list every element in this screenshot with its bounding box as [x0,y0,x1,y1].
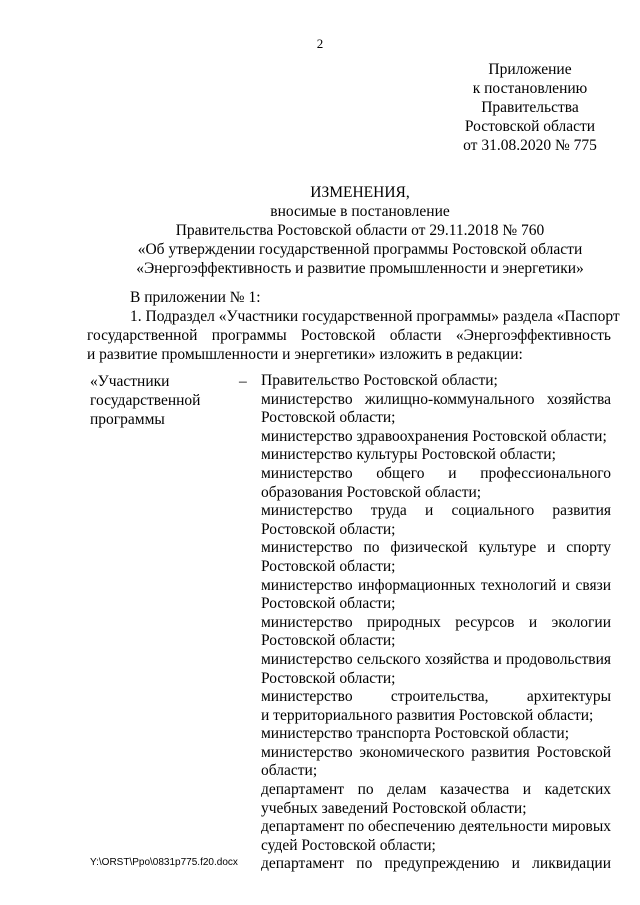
participant-line: министерство транспорта Ростовской области; [261,725,570,743]
appendix-line: Приложение [488,61,572,78]
appendix-block [440,60,620,155]
participant-line: министерство строительства, архитектуры [261,688,611,706]
appendix-line: от 31.08.2020 № 775 [463,137,597,154]
participants-label-line: программы [90,411,165,428]
participant-line: министерство сельского хозяйства и продовольствия [261,650,611,668]
participant-line: министерство здравоохранения Ростовской области; [261,427,607,445]
participant-line: департамент по обеспечению деятельности мировых [261,818,611,836]
paragraph-line: государственной программы Ростовской области «Энергоэффективность [87,327,611,344]
heading-line: «Об утверждении государственной программы Ростовской области [137,241,583,258]
participants-label-line: государственной [90,392,201,409]
paragraph-line: и развитие промышленности и энергетики» изложить в редакции: [87,346,523,363]
participant-line: Ростовской области; [261,409,396,427]
appendix-line: Правительства [481,99,579,116]
page-number: 2 [316,36,324,51]
participant-line: департамент по предупреждению и ликвидации [261,855,611,873]
participants-dash: – [239,373,247,390]
participant-line: Правительство Ростовской области; [261,372,498,389]
participant-line: Ростовской области; [261,632,396,650]
heading-line: Правительства Ростовской области от 29.11.2018 № 760 [175,222,545,239]
participant-line: министерство природных ресурсов и экологии [261,613,611,631]
participants-label-line: «Участники [90,373,170,390]
participant-line: Ростовской области; [261,520,396,538]
participant-line: Ростовской области; [261,557,396,575]
participant-line: учебных заведений Ростовской области; [261,799,527,817]
participant-line: министерство информационных технологий и связи [261,576,611,594]
heading-line: «Энергоэффективность и развитие промышленности и энергетики» [136,260,584,277]
participant-line: судей Ростовской области; [261,836,436,854]
appendix-line: к постановлению [472,80,588,97]
participant-line: министерство общего и профессионального [261,464,611,482]
participant-line: министерство жилищно-коммунального хозяйства [261,390,611,408]
participant-line: Ростовской области; [261,595,396,613]
participant-line: министерство труда и социального развития [261,502,611,520]
paragraph-line: 1. Подраздел «Участники государственной программы» раздела «Паспорт [130,308,620,325]
appendix-line: Ростовской области [464,118,596,135]
participant-line: образования Ростовской области; [261,483,482,501]
participant-line: департамент по делам казачества и кадетских [261,781,611,799]
participant-line: области; [261,762,318,780]
participants-label [90,372,230,429]
participant-line: и территориального развития Ростовской области; [261,706,594,724]
heading-subtitle: вносимые в постановление [270,203,450,220]
intro-line: В приложении № 1: [130,289,261,306]
participant-line: Ростовской области; [261,669,396,687]
footer-file-path: Y:\ORST\Ppo\0831p775.f20.docx [90,857,238,868]
participant-line: министерство экономического развития Ростовской [261,743,611,761]
changes-heading [0,183,640,278]
participant-line: министерство культуры Ростовской области; [261,446,556,464]
participants-list [261,372,611,874]
paragraph-1 [87,307,620,364]
participant-line: министерство по физической культуре и спорту [261,539,611,557]
heading-title: ИЗМЕНЕНИЯ, [310,184,410,201]
